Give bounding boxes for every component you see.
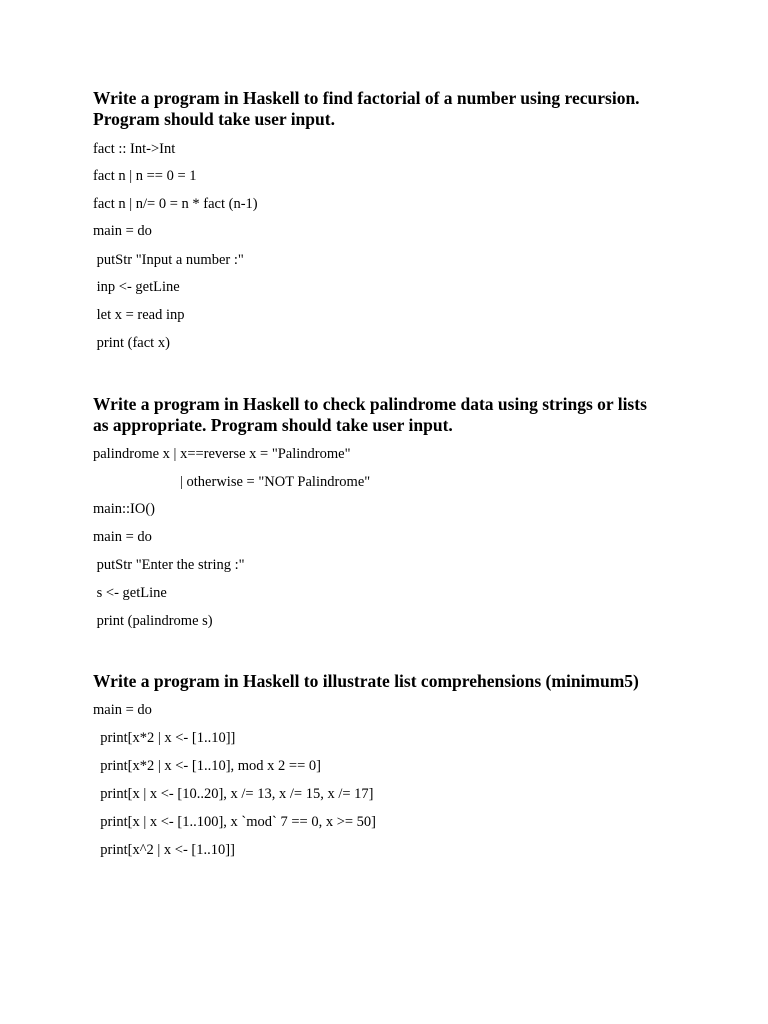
section-1-code-line: putStr "Input a number :" [93,252,244,268]
section-3-code-line: print[x^2 | x <- [1..10]] [93,842,235,858]
section-1-heading-line-1: Write a program in Haskell to find factorial of a number using recursion. [93,88,640,108]
section-2-code-line: main = do [93,529,152,545]
section-3-heading: Write a program in Haskell to illustrate list comprehensions (minimum5) [93,671,639,691]
section-1-code-line: let x = read inp [93,307,185,323]
section-1-code-line: fact n | n/= 0 = n * fact (n-1) [93,196,258,212]
section-2-code-line: print (palindrome s) [93,613,213,629]
section-1-code-line: fact :: Int->Int [93,141,176,157]
section-3-code-line: print[x | x <- [10..20], x /= 13, x /= 15, x /= 17] [93,786,374,802]
section-2-code-line: | otherwise = "NOT Palindrome" [93,474,371,490]
section-2-heading-line-1: Write a program in Haskell to check palindrome data using strings or lists [93,394,647,414]
section-1-code-line: main = do [93,223,152,239]
section-2-code-line: putStr "Enter the string :" [93,557,245,573]
section-1-code-line: print (fact x) [93,335,170,351]
section-3-code-line: print[x | x <- [1..100], x `mod` 7 == 0, x >= 50] [93,814,377,830]
section-2-heading-line-2: as appropriate. Program should take user input. [93,415,453,435]
section-1-heading-line-2: Program should take user input. [93,109,335,129]
section-2-code-line: s <- getLine [93,585,167,601]
section-1-code-line: fact n | n == 0 = 1 [93,168,197,184]
section-1-code-line: inp <- getLine [93,279,180,295]
section-2-code-line: main::IO() [93,501,156,517]
section-3-code-line: main = do [93,702,152,718]
section-2-code-line: palindrome x | x==reverse x = "Palindrome" [93,446,351,462]
section-3-code-line: print[x*2 | x <- [1..10]] [93,730,236,746]
section-3-code-line: print[x*2 | x <- [1..10], mod x 2 == 0] [93,758,321,774]
